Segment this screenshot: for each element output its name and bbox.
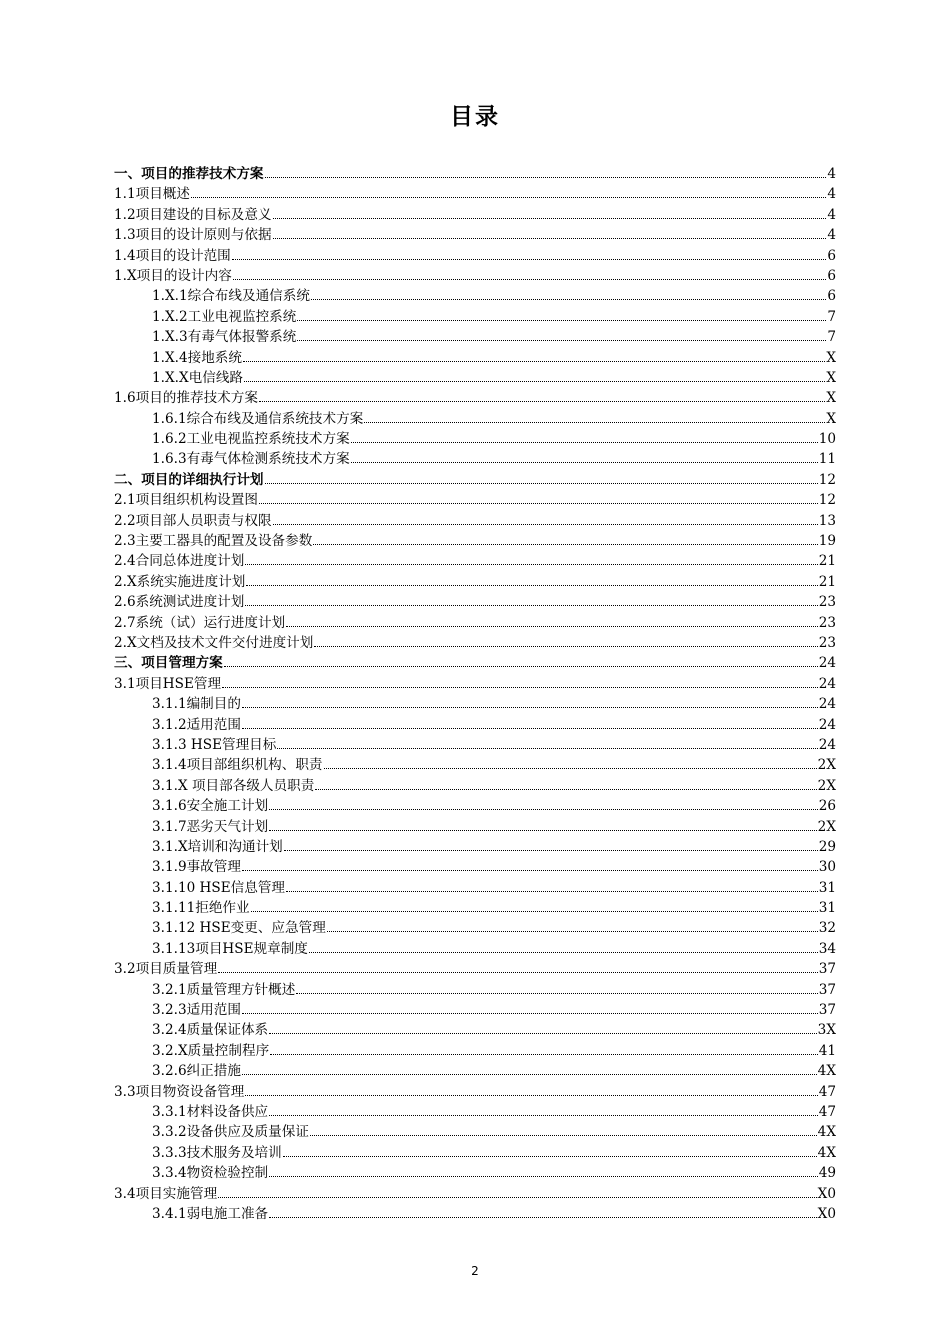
toc-entry[interactable] [114,633,836,653]
toc-entry[interactable] [114,266,836,286]
toc-entry-label: 3.2.4质量保证体系 [152,1022,269,1039]
toc-entry-page: 19 [818,533,836,550]
toc-entry-label: 3.2.X质量控制程序 [152,1042,270,1059]
toc-entry[interactable] [114,246,836,266]
toc-entry-page: 12 [818,471,836,488]
toc-entry[interactable] [114,1204,836,1224]
dot-leader [259,400,825,402]
toc-entry[interactable] [114,388,836,408]
dot-leader [245,1094,817,1096]
toc-entry[interactable] [114,490,836,510]
dot-leader [315,788,816,790]
dot-leader [351,461,818,463]
dot-leader [224,665,818,667]
toc-entry-label: 2.X文档及技术文件交付进度计划 [114,634,314,651]
toc-entry-page: 41 [818,1042,836,1059]
toc-entry-label: 3.3项目物资设备管理 [114,1083,245,1100]
toc-entry-label: 1.X项目的设计内容 [114,267,232,284]
toc-entry[interactable] [114,225,836,245]
toc-entry[interactable] [114,1184,836,1204]
toc-entry[interactable] [114,1102,836,1122]
toc-entry-label: 1.6.2工业电视监控系统技术方案 [152,431,350,448]
toc-entry[interactable] [114,837,836,857]
toc-entry[interactable] [114,205,836,225]
toc-entry-page: 37 [818,981,836,998]
toc-entry-label: 3.3.2设备供应及质量保证 [152,1124,309,1141]
toc-entry[interactable] [114,1020,836,1040]
toc-entry[interactable] [114,286,836,306]
toc-entry-page: 24 [818,675,836,692]
dot-leader [232,258,827,260]
dot-leader [233,278,827,280]
toc-entry-label: 2.4合同总体进度计划 [114,553,245,570]
toc-entry-label: 3.1.1编制目的 [152,696,241,713]
toc-entry-page: 4X [817,1124,836,1141]
dot-leader [242,706,818,708]
toc-entry-label: 1.6项目的推荐技术方案 [114,390,258,407]
toc-entry-page: 30 [818,859,836,876]
toc-entry-label: 3.1.X 项目部各级人员职责 [152,777,315,794]
toc-entry-page: 12 [818,492,836,509]
toc-entry-label: 3.1.X培训和沟通计划 [152,838,283,855]
toc-entry-label: 3.2.3适用范围 [152,1002,241,1019]
toc-entry-label: 3.3.3技术服务及培训 [152,1144,282,1161]
dot-leader [222,686,818,688]
toc-entry[interactable] [114,817,836,837]
dot-leader [284,849,818,851]
toc-entry-label: 3.1.9事故管理 [152,859,241,876]
toc-entry-page: 11 [818,451,836,468]
toc-entry-label: 2.3主要工器具的配置及设备参数 [114,533,313,550]
dot-leader [269,829,817,831]
page-number: 2 [471,1264,479,1278]
toc-entry[interactable] [114,1163,836,1183]
toc-entry-label: 2.2项目部人员职责与权限 [114,512,272,529]
toc-entry-page: 37 [818,961,836,978]
toc-entry-label: 2.6系统测试进度计划 [114,594,245,611]
toc-entry[interactable] [114,653,836,673]
toc-entry-page: 29 [818,838,836,855]
toc-entry-page: 31 [818,900,836,917]
toc-entry[interactable] [114,715,836,735]
toc-entry-page: 2X [817,777,836,794]
toc-entry[interactable] [114,572,836,592]
toc-entry-label: 1.X.2工业电视监控系统 [152,308,297,325]
toc-entry-page: 34 [818,940,836,957]
toc-entry[interactable] [114,348,836,368]
dot-leader [296,992,817,994]
toc-entry[interactable] [114,776,836,796]
toc-entry-page: 37 [818,1002,836,1019]
dot-leader [265,176,827,178]
toc-entry-label: 1.X.3有毒气体报警系统 [152,329,297,346]
toc-entry-label: 1.X.4接地系统 [152,349,242,366]
toc-entry[interactable] [114,878,836,898]
toc-entry[interactable] [114,857,836,877]
toc-entry[interactable] [114,449,836,469]
dot-leader [273,217,827,219]
dot-leader [309,951,818,953]
toc-entry-page: 4X [817,1063,836,1080]
toc-entry-label: 3.1.10 HSE信息管理 [152,879,286,896]
dot-leader [286,890,818,892]
toc-entry[interactable] [114,613,836,633]
toc-entry-page: 47 [818,1103,836,1120]
dot-leader [242,1073,817,1075]
toc-entry-page: X [826,390,836,407]
toc-entry[interactable] [114,959,836,979]
dot-leader [314,645,817,647]
toc-entry-label: 3.1.11拒绝作业 [152,900,250,917]
toc-entry-label: 1.6.3有毒气体检测系统技术方案 [152,451,350,468]
toc-entry-label: 二、项目的详细执行计划 [114,471,264,488]
toc-entry[interactable] [114,980,836,1000]
toc-entry[interactable] [114,796,836,816]
toc-entry-label: 3.3.1材料设备供应 [152,1103,269,1120]
toc-entry-page: 21 [818,573,836,590]
toc-entry[interactable] [114,1061,836,1081]
dot-leader [191,196,826,198]
dot-leader [245,563,817,565]
toc-entry-page: 24 [818,655,836,672]
toc-entry-page: 23 [818,634,836,651]
toc-entry[interactable] [114,1041,836,1061]
toc-entry-page: 31 [818,879,836,896]
dot-leader [269,808,818,810]
toc-entry-page: 3X [817,1022,836,1039]
toc-entry-label: 1.4项目的设计范围 [114,247,231,264]
toc-entry-page: 2X [817,757,836,774]
dot-leader [310,1134,817,1136]
toc-entry-page: X [826,369,836,386]
dot-leader [273,523,818,525]
dot-leader [259,502,818,504]
toc-entry-page: 6 [827,267,836,284]
toc-entry[interactable] [114,1122,836,1142]
toc-entry-page: 10 [818,431,836,448]
toc-entry-page: 2X [817,818,836,835]
dot-leader [269,1114,818,1116]
dot-leader [313,543,817,545]
toc-entry-page: 4 [827,166,836,182]
toc-entry-label: 3.4项目实施管理 [114,1185,218,1202]
toc-entry-page: 21 [818,553,836,570]
toc-entry[interactable] [114,939,836,959]
toc-entry-label: 2.1项目组织机构设置图 [114,492,258,509]
toc-entry-label: 3.1.7恶劣天气计划 [152,818,269,835]
toc-entry-page: 6 [827,247,836,264]
toc-entry[interactable] [114,531,836,551]
toc-entry-label: 3.1.6安全施工计划 [152,798,269,815]
toc-entry-label: 3.1项目HSE管理 [114,675,222,692]
toc-entry-label: 一、项目的推荐技术方案 [114,166,264,182]
dot-leader [245,604,817,606]
dot-leader [297,339,826,341]
toc-entry[interactable] [114,1143,836,1163]
toc-entry-page: 24 [818,736,836,753]
toc-entry-label: 1.X.1综合布线及通信系统 [152,288,310,305]
toc-entry-label: 3.2.6纠正措施 [152,1063,241,1080]
toc-entry[interactable] [114,898,836,918]
dot-leader [242,869,818,871]
toc-entry-label: 1.1项目概述 [114,186,190,203]
dot-leader [218,971,818,973]
toc-entry-page: 4X [817,1144,836,1161]
dot-leader [273,237,827,239]
toc-entry-label: 3.3.4物资检验控制 [152,1165,269,1182]
dot-leader [283,1155,817,1157]
dot-leader [242,727,818,729]
toc-entry-label: 1.6.1综合布线及通信系统技术方案 [152,410,364,427]
toc-entry-label: 3.4.1弱电施工准备 [152,1205,269,1222]
toc-entry-label: 1.X.X电信线路 [152,369,244,386]
dot-leader [265,482,818,484]
dot-leader [269,1175,818,1177]
toc-entry[interactable] [114,735,836,755]
toc-entry[interactable] [114,674,836,694]
toc-entry-page: 4 [827,206,836,223]
toc-entry[interactable] [114,694,836,714]
dot-leader [277,747,817,749]
toc-entry-label: 三、项目管理方案 [114,655,223,672]
toc-entry-page: 23 [818,594,836,611]
dot-leader [286,625,818,627]
toc-entry-page: 24 [818,716,836,733]
dot-leader [246,584,817,586]
dot-leader [270,1053,818,1055]
toc-entry-page: 23 [818,614,836,631]
toc-entry-page: X [826,349,836,366]
toc-entry-label: 3.1.4项目部组织机构、职责 [152,757,323,774]
toc-entry-page: 32 [818,920,836,937]
toc-entry[interactable] [114,551,836,571]
dot-leader [297,319,826,321]
dot-leader [351,441,818,443]
dot-leader [243,360,825,362]
dot-leader [218,1196,816,1198]
toc-entry[interactable] [114,755,836,775]
toc-entry-page: 4 [827,227,836,244]
toc-entry-label: 1.2项目建设的目标及意义 [114,206,272,223]
dot-leader [242,1012,818,1014]
toc-entry[interactable] [114,164,836,184]
toc-entry-page: 4 [827,186,836,203]
toc-entry-label: 3.2项目质量管理 [114,961,218,978]
toc-entry-label: 1.3项目的设计原则与依据 [114,227,272,244]
toc-entry-page: X0 [817,1205,836,1222]
toc-entry-label: 2.X系统实施进度计划 [114,573,246,590]
toc-entry[interactable] [114,307,836,327]
toc-entry-page: 49 [818,1165,836,1182]
toc-entry-label: 3.2.1质量管理方针概述 [152,981,296,998]
toc-entry-page: 7 [827,308,836,325]
dot-leader [244,380,825,382]
toc-entry-page: 13 [818,512,836,529]
toc-entry[interactable] [114,429,836,449]
table-of-contents [114,164,836,1224]
toc-entry-page: 47 [818,1083,836,1100]
dot-leader [311,298,826,300]
toc-entry[interactable] [114,409,836,429]
dot-leader [327,930,818,932]
toc-entry[interactable] [114,511,836,531]
toc-entry-label: 3.1.3 HSE管理目标 [152,736,277,753]
toc-entry[interactable] [114,592,836,612]
toc-entry-page: X0 [817,1185,836,1202]
toc-entry[interactable] [114,470,836,490]
toc-entry-page: X [826,410,836,427]
toc-entry-label: 2.7系统（试）运行进度计划 [114,614,286,631]
toc-entry-page: 6 [827,288,836,305]
toc-entry[interactable] [114,368,836,388]
dot-leader [251,910,818,912]
toc-entry-page: 24 [818,696,836,713]
dot-leader [269,1032,817,1034]
toc-entry-label: 3.1.13项目HSE规章制度 [152,940,308,957]
toc-entry-page: 26 [818,798,836,815]
toc-entry-label: 3.1.12 HSE变更、应急管理 [152,920,326,937]
toc-entry[interactable] [114,1082,836,1102]
dot-leader [364,421,825,423]
toc-entry[interactable] [114,327,836,347]
page-title: 目录 [450,104,500,130]
toc-entry-label: 3.1.2适用范围 [152,716,241,733]
toc-entry[interactable] [114,184,836,204]
toc-entry-page: 7 [827,329,836,346]
toc-entry[interactable] [114,1000,836,1020]
dot-leader [269,1216,817,1218]
toc-entry[interactable] [114,918,836,938]
dot-leader [324,767,817,769]
